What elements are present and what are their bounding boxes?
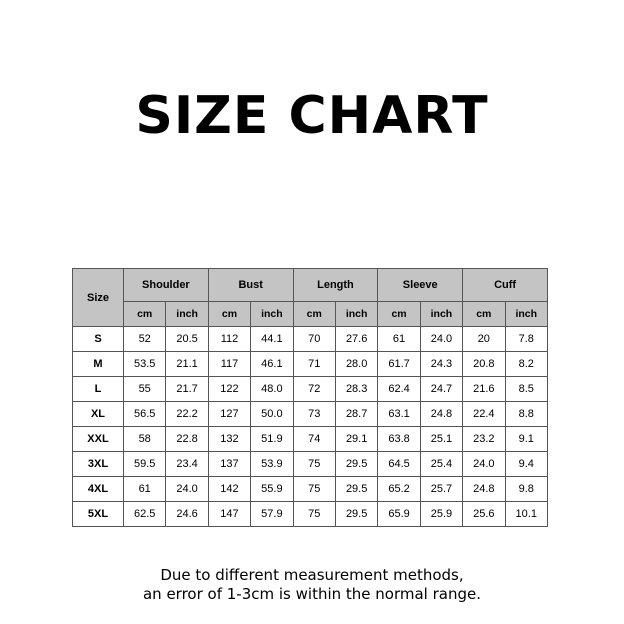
measurement-cell: 23.2 <box>463 427 505 452</box>
measurement-cell: 9.8 <box>505 477 547 502</box>
measurement-cell: 51.9 <box>251 427 293 452</box>
measurement-cell: 22.8 <box>166 427 208 452</box>
measurement-cell: 53.5 <box>124 352 166 377</box>
measurement-cell: 8.2 <box>505 352 547 377</box>
measurement-cell: 24.0 <box>463 452 505 477</box>
measurement-cell: 112 <box>208 327 250 352</box>
measurement-cell: 147 <box>208 502 250 527</box>
measurement-cell: 29.5 <box>335 452 377 477</box>
table-row <box>73 427 548 452</box>
measurement-cell: 24.6 <box>166 502 208 527</box>
unit-inch-header: inch <box>166 302 208 327</box>
measurement-cell: 59.5 <box>124 452 166 477</box>
table-row <box>73 327 548 352</box>
measurement-cell: 25.1 <box>420 427 462 452</box>
measurement-cell: 46.1 <box>251 352 293 377</box>
measurement-cell: 8.5 <box>505 377 547 402</box>
measurement-cell: 137 <box>208 452 250 477</box>
measurement-cell: 61 <box>124 477 166 502</box>
unit-cm-header: cm <box>293 302 335 327</box>
table-row <box>73 352 548 377</box>
measurement-cell: 75 <box>293 502 335 527</box>
measurement-cell: 122 <box>208 377 250 402</box>
measurement-cell: 62.4 <box>378 377 420 402</box>
table-row <box>73 452 548 477</box>
measurement-cell: 61.7 <box>378 352 420 377</box>
size-column-header: Size <box>73 269 124 327</box>
page-title: SIZE CHART <box>135 86 489 146</box>
measurement-cell: 44.1 <box>251 327 293 352</box>
measurement-cell: 71 <box>293 352 335 377</box>
table-header-groups <box>73 269 548 302</box>
unit-inch-header: inch <box>335 302 377 327</box>
size-label-cell: 4XL <box>73 477 124 502</box>
measurement-cell: 70 <box>293 327 335 352</box>
measurement-cell: 53.9 <box>251 452 293 477</box>
measurement-cell: 25.9 <box>420 502 462 527</box>
measurement-cell: 24.0 <box>420 327 462 352</box>
measurement-cell: 58 <box>124 427 166 452</box>
length-header: Length <box>293 269 378 302</box>
measurement-cell: 28.7 <box>335 402 377 427</box>
measurement-cell: 50.0 <box>251 402 293 427</box>
table-row <box>73 502 548 527</box>
measurement-cell: 28.3 <box>335 377 377 402</box>
table-row <box>73 477 548 502</box>
measurement-note <box>0 566 624 604</box>
table-body <box>73 327 548 527</box>
measurement-cell: 23.4 <box>166 452 208 477</box>
size-label-cell: L <box>73 377 124 402</box>
size-label-cell: XXL <box>73 427 124 452</box>
measurement-cell: 24.0 <box>166 477 208 502</box>
measurement-cell: 61 <box>378 327 420 352</box>
measurement-cell: 10.1 <box>505 502 547 527</box>
measurement-cell: 21.1 <box>166 352 208 377</box>
measurement-cell: 21.7 <box>166 377 208 402</box>
measurement-cell: 75 <box>293 477 335 502</box>
size-label-cell: S <box>73 327 124 352</box>
measurement-cell: 72 <box>293 377 335 402</box>
size-label-cell: 5XL <box>73 502 124 527</box>
size-chart-table <box>72 268 548 527</box>
bust-header: Bust <box>208 269 293 302</box>
measurement-cell: 52 <box>124 327 166 352</box>
measurement-cell: 65.2 <box>378 477 420 502</box>
measurement-cell: 24.8 <box>463 477 505 502</box>
measurement-cell: 9.4 <box>505 452 547 477</box>
measurement-cell: 73 <box>293 402 335 427</box>
measurement-cell: 22.2 <box>166 402 208 427</box>
table-row <box>73 402 548 427</box>
unit-cm-header: cm <box>463 302 505 327</box>
measurement-cell: 28.0 <box>335 352 377 377</box>
measurement-cell: 65.9 <box>378 502 420 527</box>
measurement-cell: 27.6 <box>335 327 377 352</box>
size-label-cell: 3XL <box>73 452 124 477</box>
table-header-units <box>73 302 548 327</box>
measurement-cell: 24.3 <box>420 352 462 377</box>
measurement-cell: 127 <box>208 402 250 427</box>
measurement-cell: 20.5 <box>166 327 208 352</box>
measurement-cell: 9.1 <box>505 427 547 452</box>
measurement-cell: 63.8 <box>378 427 420 452</box>
measurement-cell: 25.6 <box>463 502 505 527</box>
measurement-cell: 20.8 <box>463 352 505 377</box>
measurement-cell: 24.7 <box>420 377 462 402</box>
measurement-cell: 7.8 <box>505 327 547 352</box>
measurement-cell: 74 <box>293 427 335 452</box>
measurement-cell: 8.8 <box>505 402 547 427</box>
measurement-cell: 132 <box>208 427 250 452</box>
unit-inch-header: inch <box>420 302 462 327</box>
measurement-cell: 55 <box>124 377 166 402</box>
measurement-cell: 55.9 <box>251 477 293 502</box>
cuff-header: Cuff <box>463 269 548 302</box>
measurement-cell: 57.9 <box>251 502 293 527</box>
measurement-cell: 21.6 <box>463 377 505 402</box>
measurement-cell: 29.5 <box>335 477 377 502</box>
measurement-cell: 25.7 <box>420 477 462 502</box>
measurement-cell: 75 <box>293 452 335 477</box>
note-line-2: an error of 1-3cm is within the normal range. <box>142 585 481 603</box>
measurement-cell: 24.8 <box>420 402 462 427</box>
note-line-1: Due to different measurement methods, <box>160 566 464 584</box>
unit-cm-header: cm <box>208 302 250 327</box>
measurement-cell: 63.1 <box>378 402 420 427</box>
measurement-cell: 117 <box>208 352 250 377</box>
measurement-cell: 48.0 <box>251 377 293 402</box>
sleeve-header: Sleeve <box>378 269 463 302</box>
measurement-cell: 62.5 <box>124 502 166 527</box>
measurement-cell: 56.5 <box>124 402 166 427</box>
measurement-cell: 22.4 <box>463 402 505 427</box>
unit-inch-header: inch <box>251 302 293 327</box>
unit-cm-header: cm <box>378 302 420 327</box>
size-label-cell: XL <box>73 402 124 427</box>
measurement-cell: 29.5 <box>335 502 377 527</box>
measurement-cell: 142 <box>208 477 250 502</box>
unit-inch-header: inch <box>505 302 547 327</box>
table-row <box>73 377 548 402</box>
measurement-cell: 20 <box>463 327 505 352</box>
measurement-cell: 64.5 <box>378 452 420 477</box>
size-label-cell: M <box>73 352 124 377</box>
measurement-cell: 29.1 <box>335 427 377 452</box>
unit-cm-header: cm <box>124 302 166 327</box>
measurement-cell: 25.4 <box>420 452 462 477</box>
shoulder-header: Shoulder <box>124 269 209 302</box>
